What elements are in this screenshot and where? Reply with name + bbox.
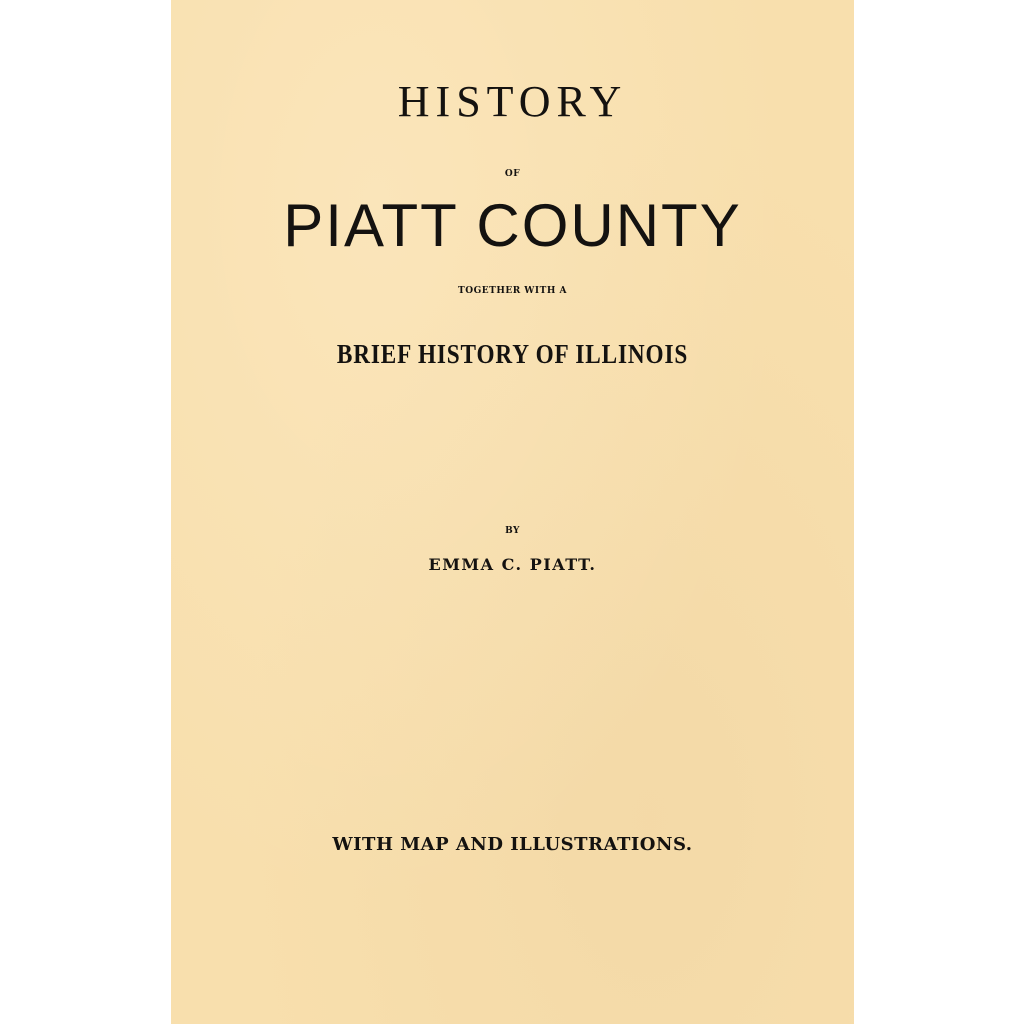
byline-prefix: BY [505,526,520,536]
title-of: OF [504,169,521,179]
title-history: HISTORY [397,77,628,126]
subtitle-brief-history: BRIEF HISTORY OF ILLINOIS [336,339,689,369]
title-page [171,0,854,1024]
title-piatt-county: PIATT COUNTY [283,192,742,259]
illustrations-note: WITH MAP AND ILLUSTRATIONS. [332,834,693,855]
author-name: EMMA C. PIATT. [428,555,597,574]
subtitle-together-with: TOGETHER WITH A [458,286,567,296]
